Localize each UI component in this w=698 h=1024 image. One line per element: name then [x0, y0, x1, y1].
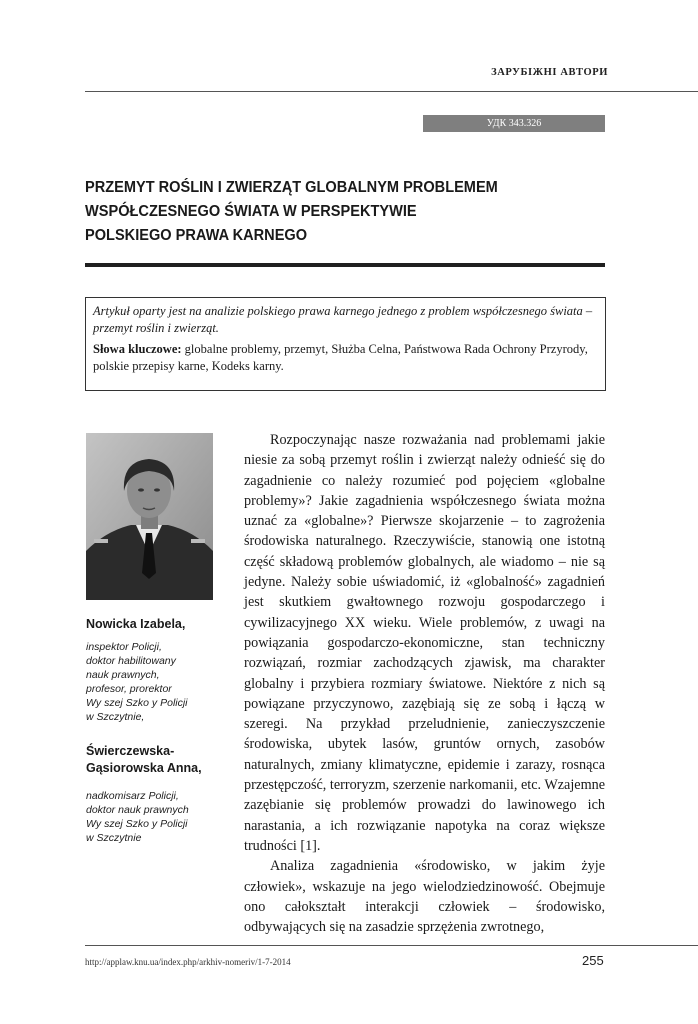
abstract-text: Artykuł oparty jest na analizie polskiego prawa karnego jednego z problem współczesnego świata – przemyt roślin i zwierząt.: [93, 304, 593, 335]
author-desc-line: Wy szej Szko y Policji: [86, 818, 188, 830]
abstract-box: [85, 297, 606, 391]
udk-label: УДК 343.326: [423, 115, 605, 132]
author-photo: [86, 433, 213, 600]
author-description: [86, 789, 189, 845]
header-rule: [85, 91, 698, 92]
author-name-line: Gąsiorowska Anna,: [86, 761, 202, 775]
body-paragraph: Rozpoczynając nasze rozważania nad problemami jakie niesie za sobą przemyt roślin i zwierząt należy odnieść się do zagadnienie co należy rozumieć pod pojęciem «globalne problemy»? Jakie zagadnienia współczesnego świata można uznać za «globalne»? Pierwsze skojarzenie – to zagrożenia środowiska naturalnego. Rzeczywiście, stanowią one istotną część składową problemów globalnych, ale wiadomo – nie są jedyne. Należy sobie uświadomić, iż «globalność» zagadnień jest skutkiem gwałtownego rozwoju gospodarczego i cywilizacyjnego XX wieku. Wiele problemów, z uwagi na powiązania gospodarczo-ekonomiczne, stan techniczny rozwiązań, rozmiar zachodzących zjawisk, ma charakter globalny i przybiera rozmiary światowe. Niektóre z nich są powiązane przyczynowo, zazębiają się ze sobą i łączą w szeregi. Na przykład przeludnienie, zanieczyszczenie środowiska, ubytek lasów, gruntów ornych, zasobów naturalnych, zmiany klimatyczne, epidemie i zarazy, rosnąca przestępczość, terroryzm, szerzenie narkomanii, etc. Wzajemne zazębianie się problemów prowadzi do lawinowego ich narastania, a ich rozwiązanie napotyka na coraz większe trudności [1].: [244, 432, 605, 854]
author-desc-line: nadkomisarz Policji,: [86, 790, 179, 802]
author-desc-line: w Szczytnie,: [86, 711, 145, 723]
title-rule: [85, 263, 605, 267]
author-desc-line: Wy szej Szko y Policji: [86, 697, 188, 709]
author-name: Nowicka Izabela,: [86, 617, 186, 631]
keywords-label: Słowa kluczowe:: [93, 342, 182, 356]
title-line: POLSKIEGO PRAWA KARNEGO: [85, 227, 308, 244]
article-body: [244, 430, 605, 937]
title-line: PRZEMYT ROŚLIN I ZWIERZĄT GLOBALNYM PROBLEMEM: [85, 179, 498, 196]
author-desc-line: w Szczytnie: [86, 832, 142, 844]
section-header: ЗАРУБІЖНІ АВТОРИ: [491, 67, 608, 78]
author-name-line: Świerczewska-: [86, 744, 175, 758]
footer-url[interactable]: http://applaw.knu.ua/index.php/arkhiv-nomeriv/1-7-2014: [85, 957, 291, 967]
footer-rule: [85, 945, 698, 946]
author-name: [86, 743, 202, 777]
keywords-list: globalne problemy, przemyt, Służba Celna, Państwowa Rada Ochrony Przyrody, polskie przepisy karne, Kodeks karny.: [93, 342, 588, 373]
body-paragraph: Analiza zagadnienia «środowisko, w jakim żyje człowiek», wskazuje na jego wielodziedzinowość. Obejmuje ono całokształt interakcji człowiek – środowisko, odbywających się na zasadzie sprzężenia zwrotnego,: [244, 858, 605, 936]
author-desc-line: inspektor Policji,: [86, 641, 162, 653]
article-title: [85, 176, 555, 248]
author-desc-line: doktor habilitowany: [86, 655, 176, 667]
keywords: [93, 341, 598, 375]
author-description: [86, 640, 188, 724]
title-line: WSPÓŁCZESNEGO ŚWIATA W PERSPEKTYWIE: [85, 203, 417, 220]
page-number: 255: [582, 953, 604, 968]
author-desc-line: nauk prawnych,: [86, 669, 160, 681]
author-desc-line: doktor nauk prawnych: [86, 804, 189, 816]
author-desc-line: profesor, prorektor: [86, 683, 172, 695]
